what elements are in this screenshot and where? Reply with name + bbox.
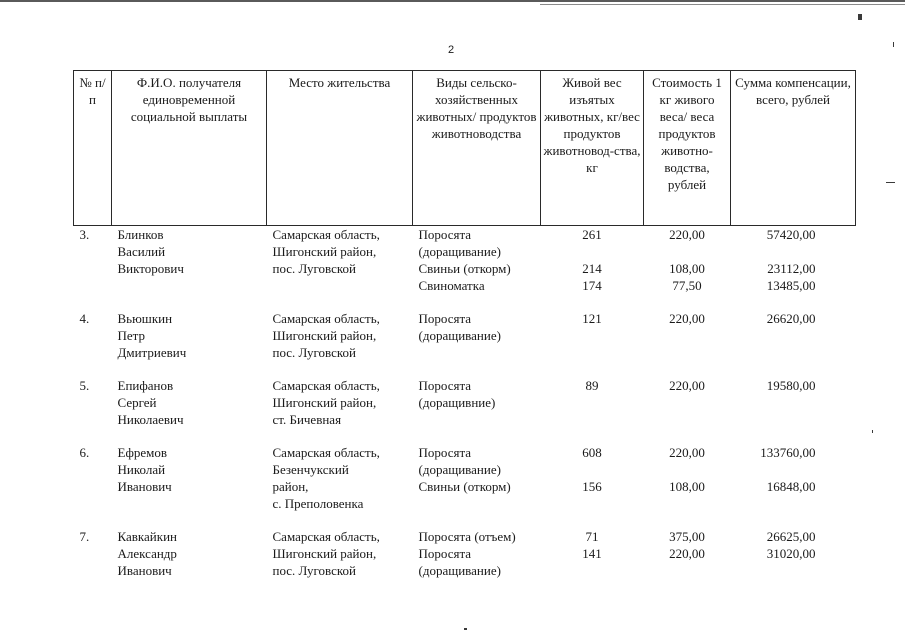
row-number: 3. bbox=[79, 227, 90, 242]
header-price: Стоимость 1 кг живого веса/ веса продуктов животно-водства, рублей bbox=[644, 71, 731, 226]
scan-mark bbox=[858, 14, 862, 20]
live-weight bbox=[541, 243, 644, 260]
residence: район, bbox=[272, 479, 309, 494]
animal-kind: (доращивание) bbox=[418, 462, 501, 477]
row-spacer bbox=[74, 512, 856, 528]
row-spacer bbox=[74, 428, 856, 444]
table-row bbox=[74, 411, 856, 428]
compensation-sum: 16848,00 bbox=[766, 479, 816, 494]
table-row bbox=[74, 377, 856, 394]
animal-kind: Поросята bbox=[418, 311, 472, 326]
table-row bbox=[74, 243, 856, 260]
compensation-sum: 13485,00 bbox=[766, 278, 816, 293]
recipient-name: Петр bbox=[117, 328, 145, 343]
header-address: Место жительства bbox=[267, 71, 413, 226]
live-weight: 71 bbox=[585, 529, 599, 544]
price-per-kg bbox=[644, 411, 731, 428]
row-number bbox=[74, 478, 112, 495]
animal-kind: (доращивние) bbox=[418, 395, 496, 410]
animal-kind: Поросята (отъем) bbox=[418, 529, 516, 544]
price-per-kg: 220,00 bbox=[669, 546, 705, 561]
price-per-kg: 220,00 bbox=[669, 445, 705, 460]
compensation-sum bbox=[731, 394, 856, 411]
compensation-sum: 133760,00 bbox=[760, 445, 816, 460]
residence: ст. Бичевная bbox=[272, 412, 342, 427]
residence: пос. Луговской bbox=[272, 345, 356, 360]
recipient-name: Блинков bbox=[117, 227, 164, 242]
table-row bbox=[74, 444, 856, 461]
live-weight: 174 bbox=[582, 278, 602, 293]
page-number: 2 bbox=[448, 44, 455, 56]
row-spacer bbox=[74, 361, 856, 377]
recipient-name: Сергей bbox=[117, 395, 157, 410]
compensation-sum: 19580,00 bbox=[766, 378, 816, 393]
price-per-kg: 77,50 bbox=[672, 278, 702, 293]
compensation-sum bbox=[731, 495, 856, 512]
residence: Самарская область, bbox=[272, 445, 380, 460]
live-weight: 261 bbox=[582, 227, 602, 242]
compensation-sum bbox=[731, 344, 856, 361]
compensation-sum: 31020,00 bbox=[766, 546, 816, 561]
recipient-name: Епифанов bbox=[117, 378, 174, 393]
recipient-name: Николаевич bbox=[117, 412, 184, 427]
row-number bbox=[74, 394, 112, 411]
residence: Самарская область, bbox=[272, 378, 380, 393]
residence: Шигонский район, bbox=[272, 546, 377, 561]
table-row bbox=[74, 260, 856, 277]
live-weight: 214 bbox=[582, 261, 602, 276]
residence: Безенчукский bbox=[272, 462, 349, 477]
row-number bbox=[74, 243, 112, 260]
row-number bbox=[74, 461, 112, 478]
compensation-sum bbox=[731, 411, 856, 428]
header-kind: Виды сельско-хозяйственных животных/ продуктов животноводства bbox=[413, 71, 541, 226]
live-weight: 121 bbox=[582, 311, 602, 326]
table-row bbox=[74, 495, 856, 512]
residence: с. Преполовенка bbox=[272, 496, 364, 511]
recipient-name: Иванович bbox=[117, 479, 172, 494]
animal-kind: Поросята bbox=[418, 546, 472, 561]
compensation-sum: 26625,00 bbox=[766, 529, 816, 544]
row-number: 7. bbox=[79, 529, 90, 544]
table-row bbox=[74, 394, 856, 411]
live-weight bbox=[541, 394, 644, 411]
row-number bbox=[74, 495, 112, 512]
price-per-kg bbox=[644, 394, 731, 411]
spacer-cell bbox=[74, 428, 856, 444]
residence: Шигонский район, bbox=[272, 244, 377, 259]
scan-mark bbox=[893, 42, 894, 47]
recipient-name: Вьюшкин bbox=[117, 311, 173, 326]
residence: Самарская область, bbox=[272, 227, 380, 242]
header-sum: Сумма компенсации, всего, рублей bbox=[731, 71, 856, 226]
spacer-cell bbox=[74, 361, 856, 377]
table-row bbox=[74, 344, 856, 361]
residence: Шигонский район, bbox=[272, 395, 377, 410]
compensation-table bbox=[73, 70, 856, 579]
row-number bbox=[74, 260, 112, 277]
compensation-sum bbox=[731, 562, 856, 579]
animal-kind bbox=[413, 495, 541, 512]
recipient-name: Василий bbox=[117, 244, 166, 259]
header-num: № п/п bbox=[74, 71, 112, 226]
table-row bbox=[74, 562, 856, 579]
row-spacer bbox=[74, 294, 856, 310]
price-per-kg bbox=[644, 344, 731, 361]
compensation-sum bbox=[731, 327, 856, 344]
scan-top-edge-line-2 bbox=[540, 4, 905, 5]
price-per-kg bbox=[644, 495, 731, 512]
compensation-sum bbox=[731, 243, 856, 260]
row-number: 5. bbox=[79, 378, 90, 393]
table-header-row bbox=[74, 71, 856, 226]
price-per-kg: 375,00 bbox=[669, 529, 705, 544]
residence: пос. Луговской bbox=[272, 563, 356, 578]
residence: Самарская область, bbox=[272, 311, 380, 326]
compensation-sum: 57420,00 bbox=[766, 227, 816, 242]
recipient-name: Николай bbox=[117, 462, 166, 477]
animal-kind: Поросята bbox=[418, 445, 472, 460]
scan-top-edge-line bbox=[0, 0, 905, 2]
price-per-kg: 108,00 bbox=[669, 261, 705, 276]
live-weight: 608 bbox=[582, 445, 602, 460]
live-weight bbox=[541, 344, 644, 361]
price-per-kg: 220,00 bbox=[669, 378, 705, 393]
recipient-name bbox=[112, 495, 267, 512]
live-weight: 89 bbox=[585, 378, 599, 393]
price-per-kg bbox=[644, 327, 731, 344]
recipient-name: Иванович bbox=[117, 563, 172, 578]
compensation-sum: 23112,00 bbox=[767, 261, 816, 276]
scan-mark bbox=[886, 182, 895, 183]
row-number bbox=[74, 562, 112, 579]
live-weight bbox=[541, 562, 644, 579]
compensation-sum: 26620,00 bbox=[766, 311, 816, 326]
header-name: Ф.И.О. получателя единовременной социальной выплаты bbox=[112, 71, 267, 226]
compensation-sum bbox=[731, 461, 856, 478]
animal-kind: Поросята bbox=[418, 227, 472, 242]
animal-kind: (доращивание) bbox=[418, 328, 501, 343]
recipient-name: Дмитриевич bbox=[117, 345, 187, 360]
table-row bbox=[74, 277, 856, 294]
recipient-name: Викторович bbox=[117, 261, 184, 276]
table-row bbox=[74, 461, 856, 478]
header-weight: Живой вес изъятых животных, кг/вес продуктов животновод-ства, кг bbox=[541, 71, 644, 226]
residence: Самарская область, bbox=[272, 529, 380, 544]
price-per-kg: 220,00 bbox=[669, 311, 705, 326]
table-body bbox=[74, 226, 856, 580]
row-number bbox=[74, 545, 112, 562]
animal-kind: Свиноматка bbox=[418, 278, 485, 293]
price-per-kg: 220,00 bbox=[669, 227, 705, 242]
recipient-name: Кавкайкин bbox=[117, 529, 177, 544]
animal-kind bbox=[413, 344, 541, 361]
live-weight bbox=[541, 495, 644, 512]
spacer-cell bbox=[74, 512, 856, 528]
table-row bbox=[74, 310, 856, 327]
price-per-kg bbox=[644, 243, 731, 260]
table-row bbox=[74, 226, 856, 244]
scan-mark bbox=[464, 628, 467, 630]
row-number bbox=[74, 344, 112, 361]
recipient-name: Ефремов bbox=[117, 445, 167, 460]
table-row bbox=[74, 327, 856, 344]
animal-kind bbox=[413, 411, 541, 428]
animal-kind: (доращивание) bbox=[418, 563, 501, 578]
live-weight: 156 bbox=[582, 479, 602, 494]
residence: пос. Луговской bbox=[272, 261, 356, 276]
animal-kind: Поросята bbox=[418, 378, 472, 393]
price-per-kg bbox=[644, 562, 731, 579]
animal-kind: (доращивание) bbox=[418, 244, 501, 259]
recipient-name: Александр bbox=[117, 546, 177, 561]
price-per-kg bbox=[644, 461, 731, 478]
row-number: 6. bbox=[79, 445, 90, 460]
table-row bbox=[74, 545, 856, 562]
recipient-name bbox=[112, 277, 267, 294]
row-number: 4. bbox=[79, 311, 90, 326]
row-number bbox=[74, 411, 112, 428]
scan-mark bbox=[872, 430, 873, 433]
live-weight bbox=[541, 327, 644, 344]
row-number bbox=[74, 277, 112, 294]
live-weight: 141 bbox=[582, 546, 602, 561]
table-row bbox=[74, 478, 856, 495]
residence: Шигонский район, bbox=[272, 328, 377, 343]
live-weight bbox=[541, 461, 644, 478]
live-weight bbox=[541, 411, 644, 428]
table-row bbox=[74, 528, 856, 545]
animal-kind: Свиньи (откорм) bbox=[418, 261, 511, 276]
spacer-cell bbox=[74, 294, 856, 310]
price-per-kg: 108,00 bbox=[669, 479, 705, 494]
residence bbox=[267, 277, 413, 294]
row-number bbox=[74, 327, 112, 344]
animal-kind: Свиньи (откорм) bbox=[418, 479, 511, 494]
